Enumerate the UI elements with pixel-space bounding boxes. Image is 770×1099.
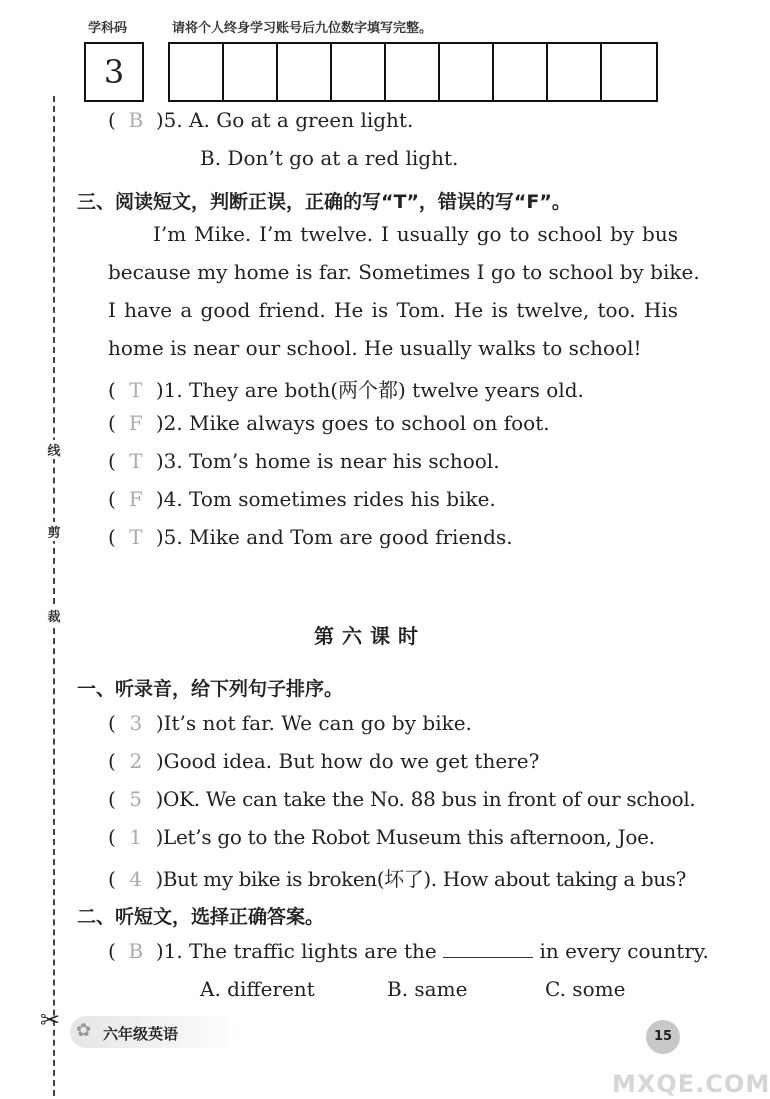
passage-line: I’m Mike. I’m twelve. I usually go to school by bus xyxy=(153,222,678,246)
tf-item: ( F )4. Tom sometimes rides his bike. xyxy=(108,487,496,511)
prev-q5-option-b: B. Don’t go at a red light. xyxy=(200,146,459,170)
cut-char-cut: 剪 xyxy=(44,522,64,541)
lesson-section1-heading: 一、听录音，给下列句子排序。 xyxy=(77,678,344,700)
answer: 5 xyxy=(129,787,142,811)
subject-code-box[interactable]: 3 xyxy=(84,42,144,102)
answer-blank[interactable] xyxy=(443,939,533,958)
tf-item: ( T )3. Tom’s home is near his school. xyxy=(108,449,500,473)
choice-question: ( B )1. The traffic lights are the in every country. xyxy=(108,939,709,963)
tf-item: ( F )2. Mike always goes to school on foot. xyxy=(108,411,550,435)
digit-box[interactable] xyxy=(440,44,494,100)
option-c: C. some xyxy=(545,977,626,1001)
passage-line: I have a good friend. He is Tom. He is twelve, too. His xyxy=(108,298,678,322)
order-item: ( 4 )But my bike is broken(坏了). How about taking a bus? xyxy=(108,867,686,891)
order-item: ( 5 )OK. We can take the No. 88 bus in front of our school. xyxy=(108,787,696,811)
tf-item: ( T )1. They are both(两个都) twelve years old. xyxy=(108,378,584,402)
cut-line xyxy=(53,96,55,1096)
digit-box[interactable] xyxy=(224,44,278,100)
answer: B xyxy=(128,939,144,963)
answer: 2 xyxy=(129,749,143,773)
passage-line: because my home is far. Sometimes I go to school by bike. xyxy=(108,260,700,284)
watermark: MXQE.COM xyxy=(612,1070,770,1098)
digit-box[interactable] xyxy=(278,44,332,100)
tf-item: ( T )5. Mike and Tom are good friends. xyxy=(108,525,513,549)
cut-char-trim: 裁 xyxy=(44,606,64,625)
answer: T xyxy=(129,525,143,549)
answer: F xyxy=(128,411,143,435)
digit-box[interactable] xyxy=(602,44,656,100)
option-a: A. different xyxy=(200,977,315,1001)
scissors-icon: ✂ xyxy=(40,1006,61,1034)
account-instruction: 请将个人终身学习账号后九位数字填写完整。 xyxy=(172,21,433,36)
page-number: 15 xyxy=(646,1020,680,1054)
digit-box[interactable] xyxy=(386,44,440,100)
digit-box[interactable] xyxy=(332,44,386,100)
section3-heading: 三、阅读短文，判断正误，正确的写“T”，错误的写“F”。 xyxy=(77,191,571,213)
book-title: 六年级英语 xyxy=(103,1025,179,1043)
digit-box[interactable] xyxy=(170,44,224,100)
cut-char-line: 线 xyxy=(44,440,64,459)
answer: 1 xyxy=(129,825,142,849)
lesson-section2-heading: 二、听短文，选择正确答案。 xyxy=(77,906,325,928)
prev-q5: ( B )5. A. Go at a green light. xyxy=(108,108,414,132)
answer: 4 xyxy=(129,867,142,891)
lesson-title: 第六课时 xyxy=(314,624,426,648)
answer: F xyxy=(128,487,143,511)
digit-box[interactable] xyxy=(494,44,548,100)
answer: B xyxy=(128,108,144,132)
order-item: ( 2 )Good idea. But how do we get there? xyxy=(108,749,540,773)
order-item: ( 3 )It’s not far. We can go by bike. xyxy=(108,711,472,735)
answer: T xyxy=(129,449,143,473)
order-item: ( 1 )Let’s go to the Robot Museum this afternoon, Joe. xyxy=(108,825,655,849)
answer: 3 xyxy=(129,711,143,735)
subject-code-label: 学科码 xyxy=(88,21,128,36)
account-digit-boxes xyxy=(168,42,658,102)
option-b: B. same xyxy=(387,977,468,1001)
digit-box[interactable] xyxy=(548,44,602,100)
passage-line: home is near our school. He usually walks to school! xyxy=(108,336,642,360)
answer: T xyxy=(129,378,143,402)
star-icon: ✿ xyxy=(76,1020,92,1041)
